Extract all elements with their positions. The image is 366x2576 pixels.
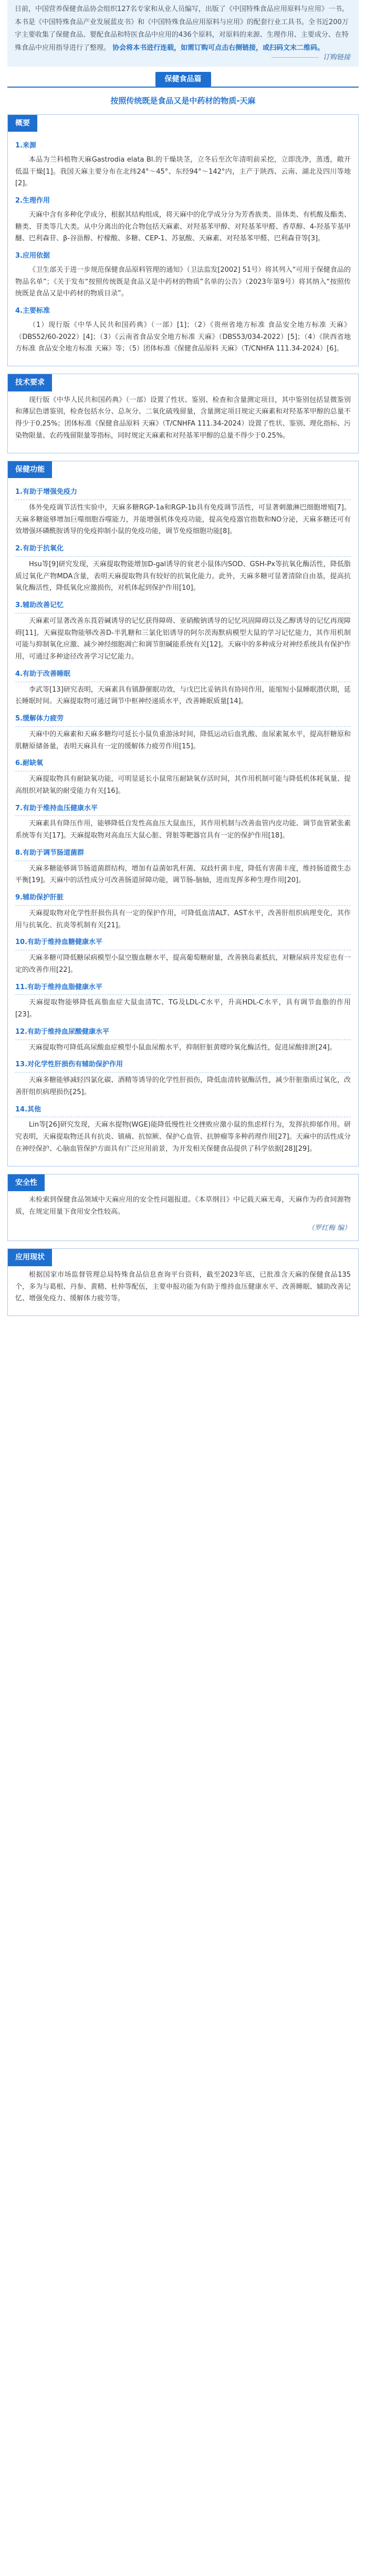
standards-heading: 4.主要标准 — [15, 307, 50, 315]
overview-heading: 概要 — [8, 115, 37, 132]
health-item-title: 4.有助于改善睡眠 — [15, 669, 351, 682]
application-heading: 应用现状 — [8, 1249, 52, 1266]
health-item-title: 12.有助于维持血尿酸健康水平 — [15, 1026, 351, 1040]
health-item-text: 体外免疫调节活性实验中，天麻多糖RGP-1a和RGP-1b具有免疫调节活性，可显著刺激淋巴细胞增殖[7]。天麻多糖能够增加巨噬细胞吞噬能力，并能增强机体免疫功能，提高免疫器官指数和NO分泌，天麻多糖还可有效增强环磷酰胺诱导的免疫抑制小鼠的免疫功能，调节免疫细胞功能[8]。 — [15, 503, 351, 536]
application-section — [7, 1248, 359, 1316]
health-item-text: 天麻提取物能够降低高脂血症大鼠血清TC、TG及LDL-C水平，升高HDL-C水平，具有调节血脂的作用[23]。 — [15, 999, 351, 1019]
health-item-title: 8.有助于调节肠道菌群 — [15, 847, 351, 861]
tech-section — [7, 374, 359, 453]
health-item-text: 天麻提取物可降低高尿酸血症模型小鼠血尿酸水平，抑制肝脏黄嘌呤氧化酶活性，促进尿酸排泄[24]。 — [29, 1043, 337, 1052]
intro-credit[interactable]: 订购链接 — [271, 51, 350, 65]
health-body — [8, 486, 358, 1166]
health-item-title: 7.有助于维持血压健康水平 — [15, 803, 351, 817]
health-item-text: Hsu等[9]研究发现，天麻提取物能增加D-gal诱导的衰老小鼠体内SOD、GSH-Px等抗氧化酶活性，降低脂质过氧化产物MDA含量，表明天麻提取物具有较好的抗氧化能力。此外，天麻多糖可显著清除自由基，提高抗氧化酶活性，降低氧化应激损伤，对机体起到保护作用[10]。 — [15, 560, 351, 592]
physiology-text: 天麻中含有多种化学成分，根据其结构组成，将天麻中的化学成分分为芳香族类、甾体类、有机酸及酯类、糖类、苷类等几大类。从中分离出的化合物包括天麻素、对羟基苯甲醇、对羟基苯甲醛、香草醇、4-羟基苄基甲醚、巴利森苷、β-谷甾醇、柠檬酸、多糖、CEP-1、苏氨酸、天麻素、对羟基苯甲醛、巴利森苷等[3]。 — [15, 210, 351, 243]
health-item-text: 天麻素可显著改善东莨菪碱诱导的记忆获得障碍、亚硝酸钠诱导的记忆巩固障碍以及乙醇诱导的记忆再现障碍[11]。天麻提取物能够改善D-半乳糖和三氯化铝诱导的阿尔茨海默病模型大鼠的学习记忆能力，其作用机制可能与抑制氧化应激、减少神经细胞凋亡和调节胆碱能系统有关[12]。天麻中的多种成分对神经系统具有保护作用，可通过多种途径改善学习记忆能力。 — [15, 617, 351, 661]
health-item-text: 天麻多糖能够减轻四氯化碳、酒精等诱导的化学性肝损伤，降低血清转氨酶活性，减少肝脏脂质过氧化，改善肝组织病理损伤[25]。 — [15, 1076, 351, 1096]
health-item-title: 3.辅助改善记忆 — [15, 600, 351, 613]
overview-section — [7, 114, 359, 367]
tech-heading: 技术要求 — [8, 374, 52, 391]
health-section — [7, 461, 359, 1167]
health-item-title: 9.辅助保护肝脏 — [15, 892, 351, 906]
health-item-text: 天麻多糖能够调节肠道菌群结构，增加有益菌如乳杆菌、双歧杆菌丰度，降低有害菌丰度，维持肠道微生态平衡[19]。天麻中的活性成分可改善肠道屏障功能，调节肠-脑轴，进而发挥多种生理作用[20]。 — [15, 864, 351, 885]
tech-body — [8, 395, 358, 453]
health-item-title: 14.其他 — [15, 1104, 351, 1118]
section-tag-rule — [7, 87, 359, 88]
physiology-heading: 2.生理作用 — [15, 197, 50, 205]
health-item-text: 天麻提取物具有耐缺氧功能，可明显延长小鼠常压耐缺氧存活时间，其作用机制可能与降低机体耗氧量、提高组织对缺氧的耐受能力有关[16]。 — [15, 775, 351, 795]
safety-text: 未检索到保健食品领域中天麻应用的安全性问题报道。《本草纲目》中记载天麻无毒，天麻作为药食同源物质，在规定用量下食用安全性较高。 — [15, 1196, 351, 1216]
intro-order-link[interactable]: 协会将本书进行连载，如需订购可点击右侧链接，或扫码文末二维码。 — [112, 44, 325, 52]
source-heading: 1.来源 — [15, 142, 36, 150]
safety-section — [7, 1174, 359, 1242]
health-item-title: 13.对化学性肝损伤有辅助保护作用 — [15, 1059, 351, 1073]
section-tag: 保健食品篇 — [155, 72, 211, 87]
safety-heading: 安全性 — [8, 1174, 45, 1192]
standards-text: （1）现行版《中华人民共和国药典》（一部）[1]；（2）《贵州省地方标准 食品安全地方标准 天麻》（DBS52/60-2022）[4]；（3）《云南省食品安全地方标准 天麻》（DBS53/034-2022）[5]；（4）《陕西省地方标准 食品安全地方标准 天麻》等；（5）团体标准《保健食品原料 天麻》（T/CNHFA 111.34-2024）[6]。 — [15, 321, 351, 353]
intro-box — [7, 0, 359, 67]
section-tag-wrap — [7, 72, 359, 87]
health-item-title: 10.有助于维持血糖健康水平 — [15, 937, 351, 950]
intro-text: 日前，中国营养保健食品协会组织127名专家和从业人员编写，出版了《中国特殊食品应用原料与应用》一书。本书是《中国特殊食品产业发展蓝皮书》和《中国特殊食品应用原料与应用》的配套行业工具书。全书近200万字主要收集了保健食品、婴配食品和特医食品中应用的436个原料，对原料的来源、生理作用、主要成分、在特殊食品中应用指导进行了整理。 — [15, 5, 349, 52]
application-body — [8, 1269, 358, 1316]
source-text: 本品为兰科植物天麻Gastrodia elata Bl.的干燥块茎，立冬后至次年清明前采挖，立即洗净，蒸透，敞开低温干燥[1]。我国天麻主要分布在北纬24°～45°、东经94°～142°内，主产于陕西、云南、湖北及四川等地[2]。 — [15, 155, 351, 188]
health-item-text: 天麻提取物对化学性肝损伤具有一定的保护作用，可降低血清ALT、AST水平，改善肝组织病理变化，其作用与抗氧化、抗炎等机制有关[21]。 — [15, 909, 351, 929]
application-text: 根据国家市场监督管理总局特殊食品信息查询平台资料，截至2023年底，已批准含天麻的保健食品135个，多为与葛根、丹参、黄精、杜仲等配伍，主要申报功能为有助于维持血压健康水平、改善睡眠、辅助改善记忆、增强免疫力、缓解体力疲劳等。 — [15, 1270, 351, 1303]
basis-heading: 3.应用依据 — [15, 252, 50, 260]
overview-body — [8, 140, 358, 366]
health-item-title: 1.有助于增强免疫力 — [15, 486, 351, 500]
basis-text: 《卫生部关于进一步规范保健食品原料管理的通知》（卫法监发[2002] 51号）将其列入“可用于保健食品的物品名单”；《关于发布“按照传统既是食品又是中药材的物质”名单的公告》（2023年第9号）将其纳入“按照传统既是食品又是中药材的物质目录”。 — [15, 266, 351, 298]
health-item-title: 6.耐缺氧 — [15, 758, 351, 771]
page-title: 按照传统既是食品又是中药材的物质-天麻 — [110, 96, 256, 106]
tech-text: 现行版《中华人民共和国药典》（一部）设置了性状、鉴别、检查和含量测定项目，其中鉴别包括显微鉴别和薄层色谱鉴别，检查包括水分、总灰分、二氧化硫残留量，含量测定项目规定天麻素和对羟基苯甲醇的总量不得少于0.25%；团体标准《保健食品原料 天麻》（T/CNHFA 111.34-2024）设置了性状、鉴别、理化指标、污染物限量、农药残留限量等指标，同时规定天麻素和对羟基苯甲醇的总量不得少于0.25%。 — [15, 396, 351, 440]
health-item-text: 天麻中的天麻素和天麻多糖均可延长小鼠负重游泳时间，降低运动后血乳酸、血尿素氮水平，提高肝糖原和肌糖原储备量，表明天麻具有一定的缓解体力疲劳作用[15]。 — [15, 730, 351, 750]
health-item-title: 2.有助于抗氧化 — [15, 543, 351, 557]
health-heading: 保健功能 — [8, 461, 52, 479]
health-item-text: 天麻多糖可降低糖尿病模型小鼠空腹血糖水平，提高葡萄糖耐量，改善胰岛素抵抗，对糖尿病并发症也有一定的改善作用[22]。 — [15, 954, 351, 974]
health-item-title: 5.缓解体力疲劳 — [15, 713, 351, 727]
health-item-text: 李武等[13]研究表明，天麻素具有镇静催眠功效，与戊巴比妥钠具有协同作用，能缩短小鼠睡眠潜伏期，延长睡眠时间。天麻提取物可通过调节中枢神经递质水平，改善睡眠质量[14]。 — [15, 685, 351, 706]
health-item-text: 天麻素具有降压作用，能够降低自发性高血压大鼠血压，其作用机制与改善血管内皮功能、调节血管紧张素系统等有关[17]。天麻提取物对高血压大鼠心脏、肾脏等靶器官具有一定的保护作用[18]。 — [15, 820, 351, 840]
editor-credit: （罗红梅 编） — [307, 1224, 351, 1232]
safety-body — [8, 1194, 358, 1241]
health-item-text: Lin等[26]研究发现，天麻水提物(WGE)能降低慢性社交挫败应激小鼠的焦虑样行为，发挥抗抑郁作用。研究表明，天麻提取物还具有抗炎、镇痛、抗惊厥、保护心血管、抗肿瘤等多种药理作用[27]。天麻中的活性成分在神经保护、心脑血管保护方面具有广泛应用前景，为开发相关保健食品提供了科学依据[28][29]。 — [15, 1121, 351, 1153]
health-item-title: 11.有助于维持血脂健康水平 — [15, 982, 351, 995]
